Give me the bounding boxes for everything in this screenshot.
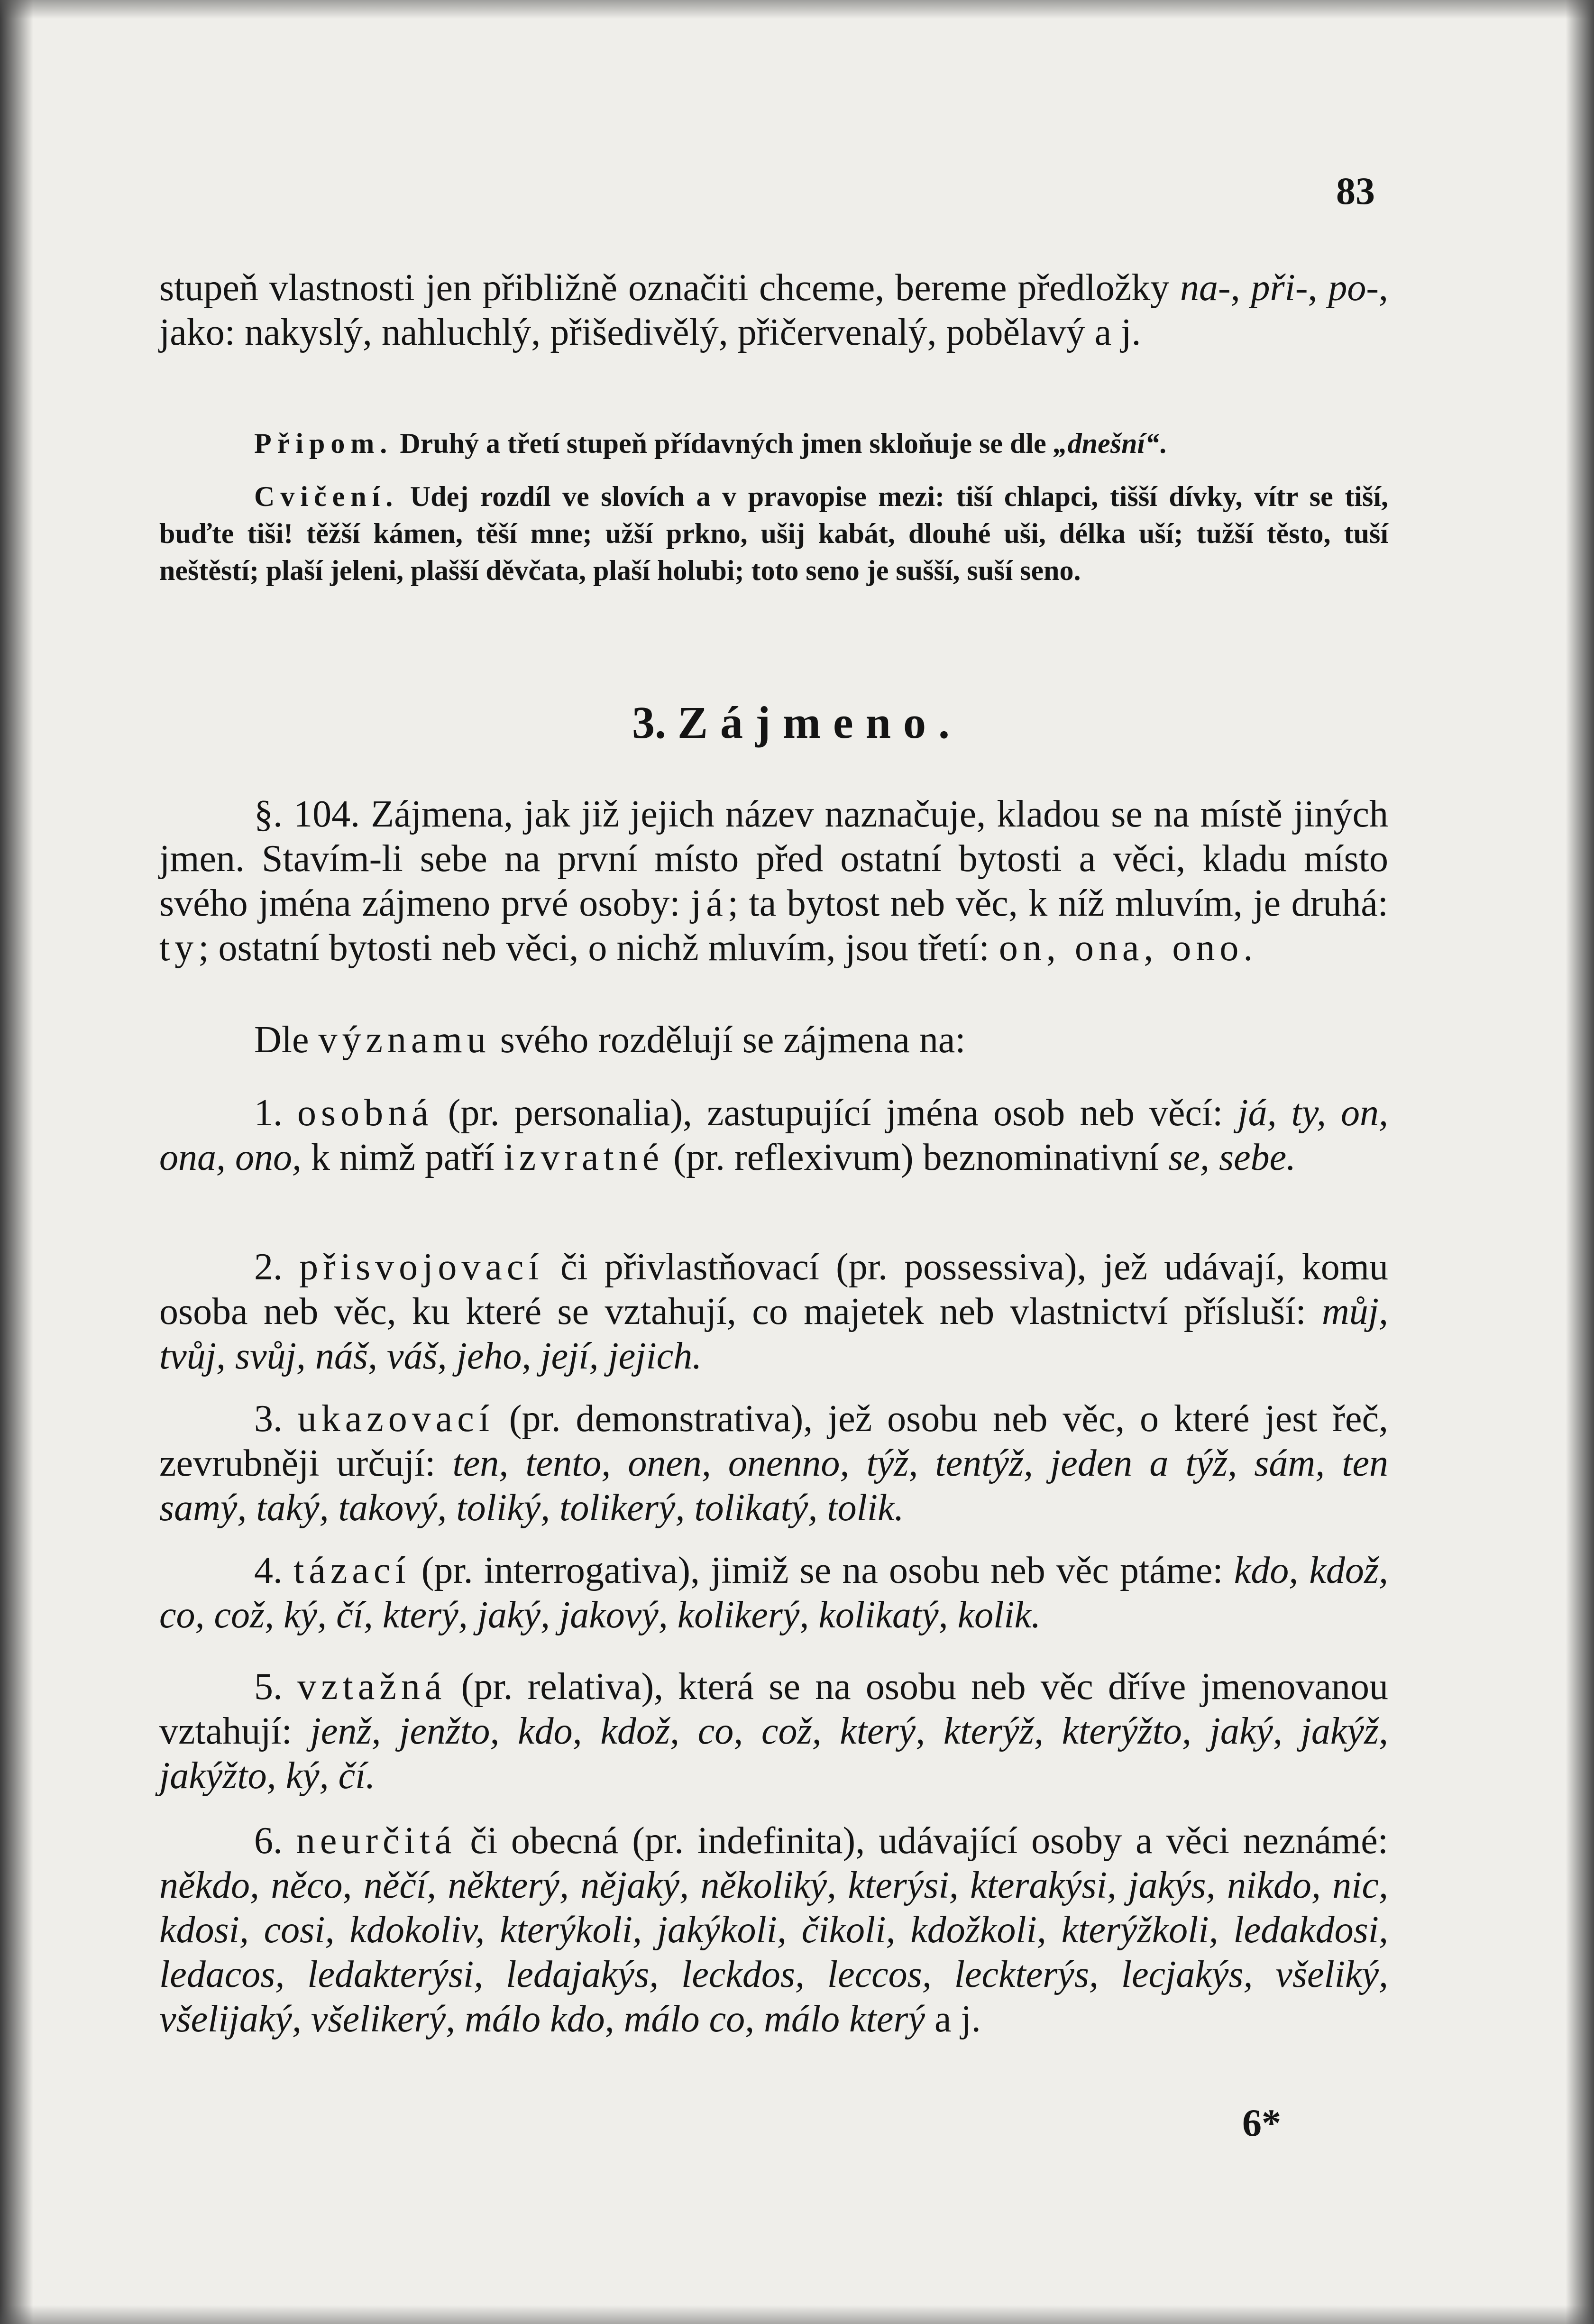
page-edge-shadow-left	[0, 0, 33, 2324]
paragraph-104: §. 104. Zájmena, jak již jejich název naznačuje, kladou se na místě jiných jmen. Stavím-li sebe na první místo před ostatní bytosti a věci, kladu místo svého jména zájmeno prvé osoby: já; ta bytost neb věc, k níž mluvím, je druhá: ty; ostatní bytosti neb věci, o nichž mluvím, jsou třetí: on, ona, ono.	[159, 793, 1389, 969]
section-heading: 3. Zájmeno.	[632, 697, 962, 748]
list-item-prisvojovaci: 2. přisvojovací či přivlastňovací (pr. possessiva), jež udávají, komu osoba neb věc, ku které se vztahují, co majetek neb vlastnictví přísluší: můj, tvůj, svůj, náš, váš, jeho, její, jejich.	[159, 1246, 1388, 1377]
page-number: 83	[1336, 169, 1375, 212]
paragraph-comparison-prefixes: stupeň vlastnosti jen přibližně označiti chceme, bereme předložky na-, při-, po-, jako: nakyslý, nahluchlý, přišedivělý, přičervenalý, pobělavý a j.	[159, 267, 1389, 353]
list-item-neurcita: 6. neurčitá či obecná (pr. indefinita), udávající osoby a věci neznámé: někdo, něco, něčí, některý, nějaký, několiký, kterýsi, kterakýsi, jakýs, nikdo, nic, kdosi, cosi, kdokoliv, kterýkoli, jakýkoli, čikoli, kdožkoli, kterýžkoli, ledakdosi, ledacos, ledakterýsi, ledajakýs, leckdos, leccos, leckterýs, lecjakýs, všeliký, všelijaký, všelikerý, málo kdo, málo co, málo který a j.	[159, 1820, 1389, 2040]
list-item-vztazna: 5. vztažná (pr. relativa), která se na osobu neb věc dříve jmenovanou vztahují: jenž, jenžto, kdo, kdož, co, což, který, kterýž, kterýžto, jaký, jakýž, jakýžto, ký, čí.	[159, 1666, 1389, 1797]
page-edge-shadow-top	[0, 0, 1594, 19]
page-edge-shadow-bottom	[0, 2305, 1594, 2324]
paragraph-classification-intro: Dle významu svého rozdělují se zájmena na:	[254, 1019, 966, 1061]
list-item-ukazovaci: 3. ukazovací (pr. demonstrativa), jež osobu neb věc, o které jest řeč, zevrubněji určují: ten, tento, onen, onenno, týž, tentýž, jeden a týž, sám, ten samý, taký, takový, toliký, tolikerý, tolikatý, tolik.	[159, 1398, 1389, 1529]
exercise-cviceni: Cvičení. Udej rozdíl ve slovích a v pravopise mezi: tiší chlapci, tišší dívky, vítr se tiší, buďte tiši! těžší kámen, těší mne; užší prkno, ušij kabát, dlouhé uši, délka uší; tužší těsto, tuší neštěstí; plaší jeleni, plašší děvčata, plaší holubi; toto seno je sušší, suší seno.	[159, 481, 1388, 586]
note-pripom: Připom. Druhý a třetí stupeň přídavných jmen skloňuje se dle „dnešní“.	[254, 428, 1167, 459]
page-edge-shadow-right	[1566, 0, 1594, 2324]
printer-signature: 6*	[1242, 2101, 1281, 2144]
list-item-osobna: 1. osobná (pr. personalia), zastupující jména osob neb věcí: já, ty, on, ona, ono, k nimž patří izvratné (pr. reflexivum) beznominativní se, sebe.	[159, 1092, 1389, 1178]
list-item-tazaci: 4. tázací (pr. interrogativa), jimiž se na osobu neb věc ptáme: kdo, kdož, co, což, ký, čí, který, jaký, jakový, kolikerý, kolikatý, kolik.	[159, 1550, 1388, 1636]
